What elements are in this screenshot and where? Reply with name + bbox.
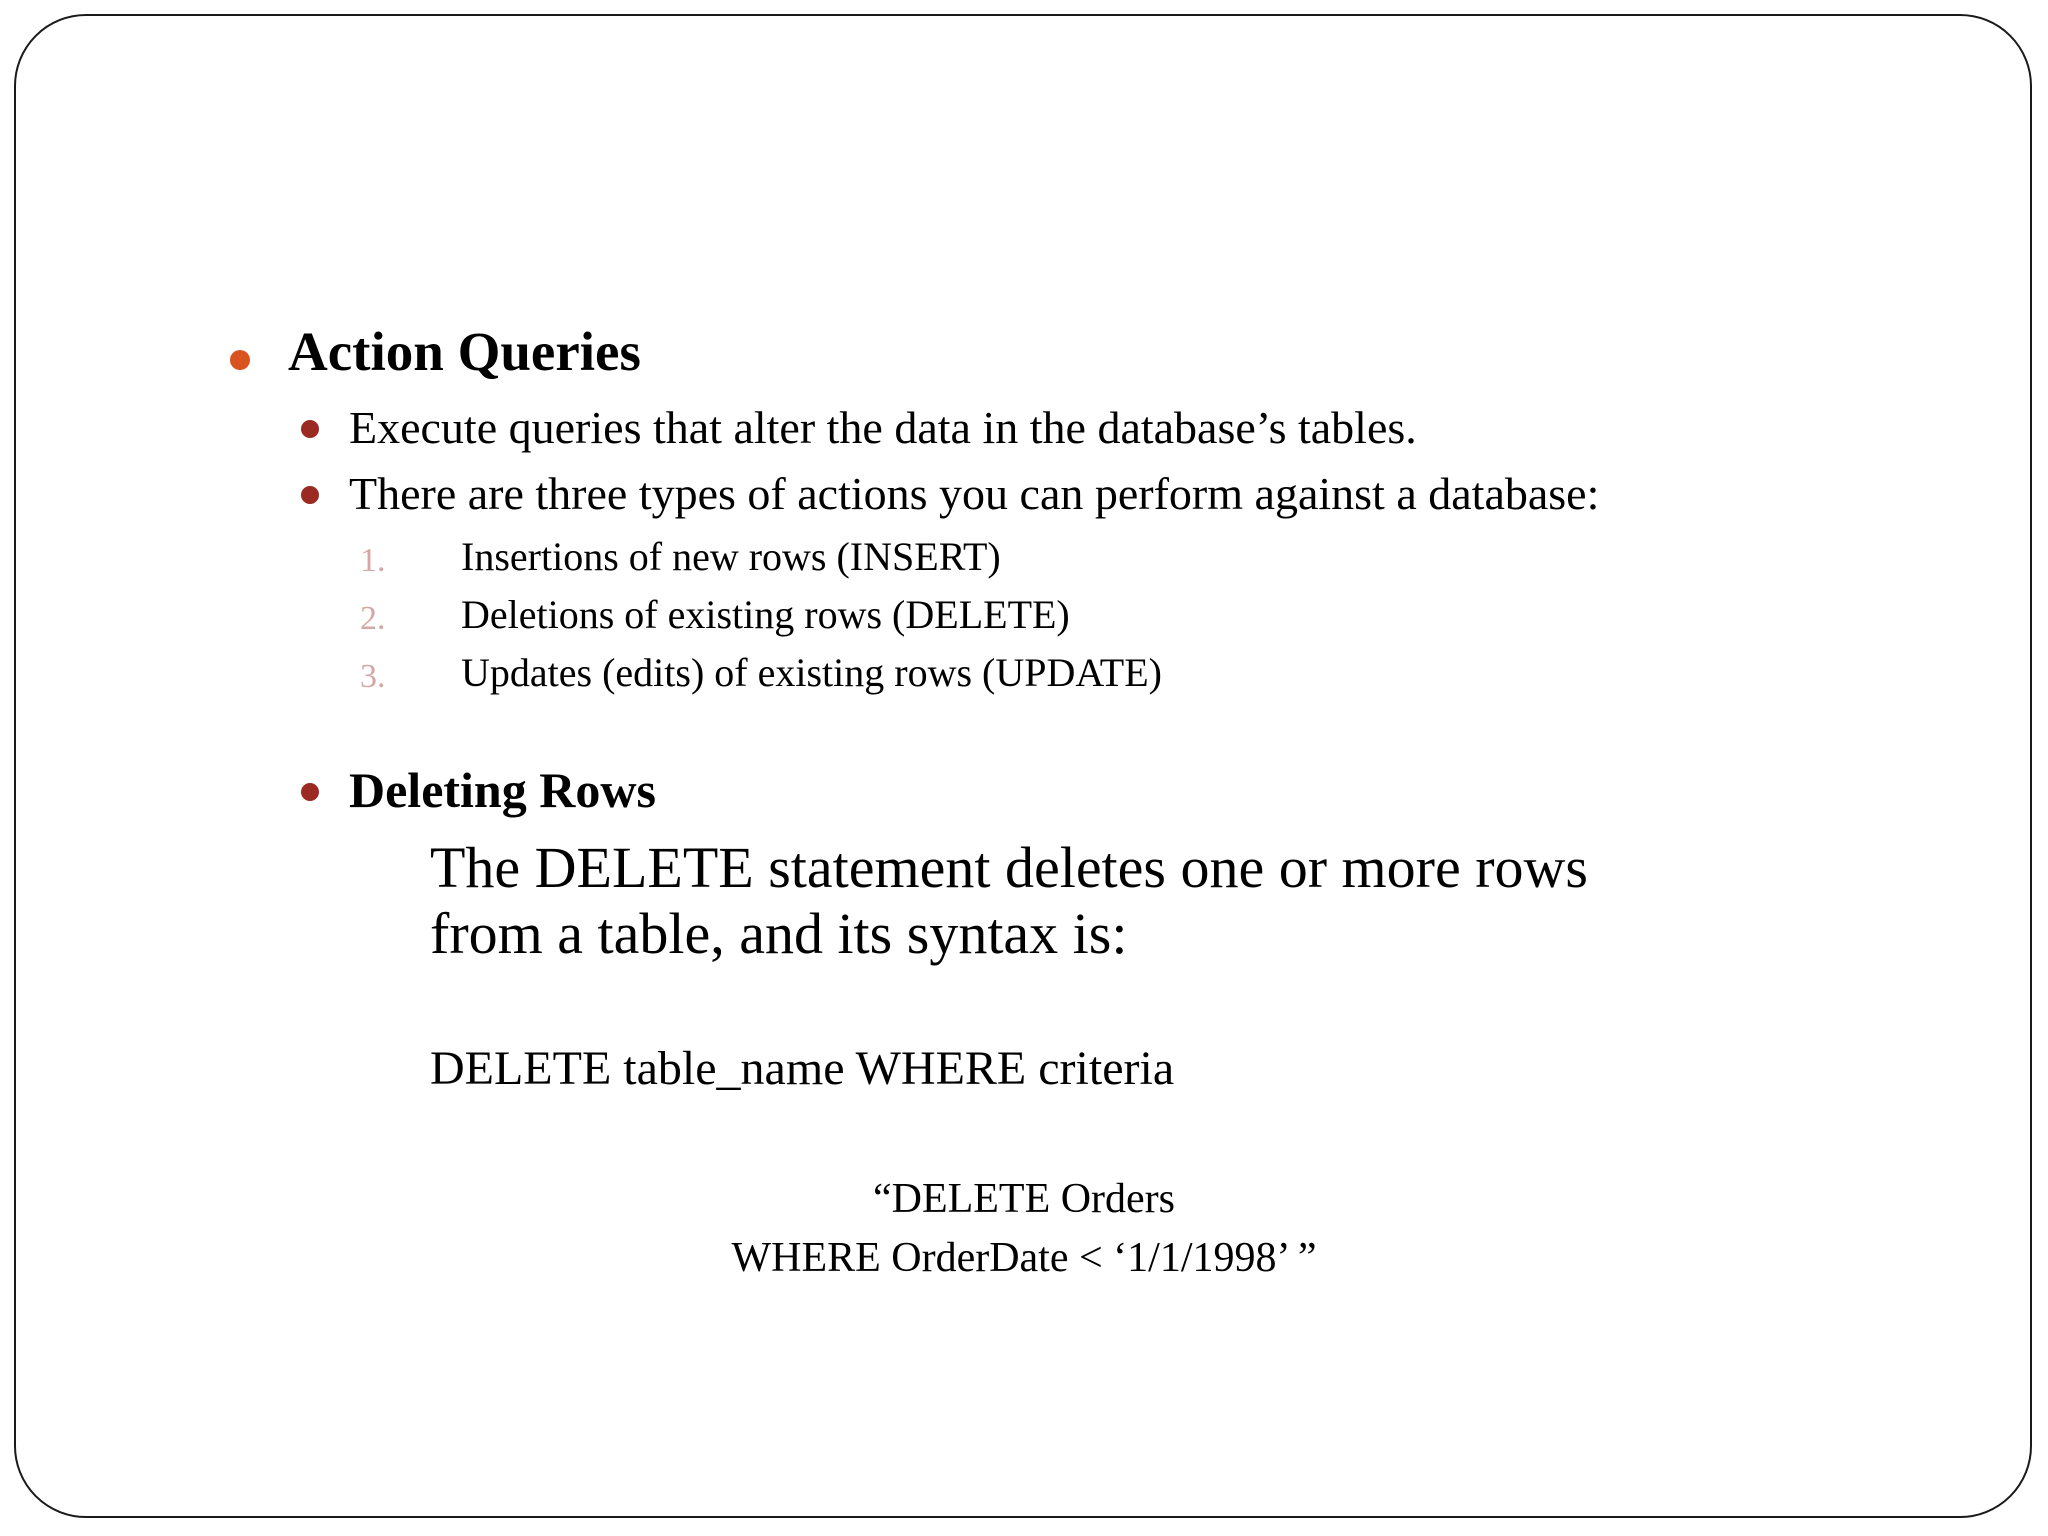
description-line-1: The DELETE statement deletes one or more rows bbox=[430, 835, 1588, 900]
secondary-bullet-icon bbox=[301, 486, 319, 504]
heading-action-queries: Action Queries bbox=[288, 321, 641, 382]
list-item-number: 2. bbox=[360, 600, 386, 637]
description-line-2: from a table, and its syntax is: bbox=[430, 901, 1128, 966]
bullet-text-execute-queries: Execute queries that alter the data in the database’s tables. bbox=[349, 402, 1417, 453]
example-line-2: WHERE OrderDate < ‘1/1/1998’ ” bbox=[731, 1235, 1317, 1281]
list-item-deletions: Deletions of existing rows (DELETE) bbox=[461, 592, 1070, 637]
primary-bullet-icon bbox=[230, 350, 250, 370]
list-item-number: 3. bbox=[360, 658, 386, 695]
secondary-bullet-icon bbox=[301, 420, 319, 438]
secondary-bullet-icon bbox=[301, 783, 319, 801]
bullet-text-three-types: There are three types of actions you can perform against a database: bbox=[349, 468, 1600, 519]
heading-deleting-rows: Deleting Rows bbox=[349, 762, 656, 818]
list-item-number: 1. bbox=[360, 542, 386, 579]
example-line-1: “DELETE Orders bbox=[872, 1176, 1176, 1222]
slide-frame bbox=[14, 14, 2032, 1518]
list-item-insertions: Insertions of new rows (INSERT) bbox=[461, 534, 1001, 579]
list-item-updates: Updates (edits) of existing rows (UPDATE) bbox=[461, 650, 1162, 695]
syntax-statement: DELETE table_name WHERE criteria bbox=[430, 1042, 1175, 1095]
